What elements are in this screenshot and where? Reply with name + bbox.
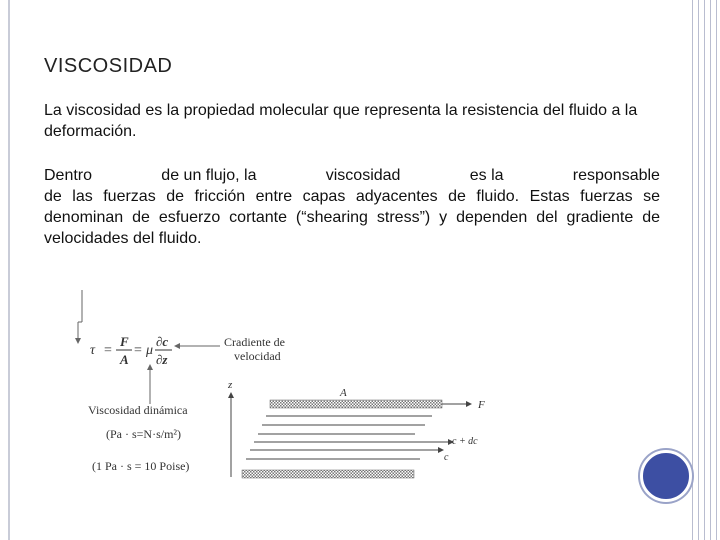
- word-dentro: Dentro: [44, 167, 93, 184]
- word-responsable: responsable: [572, 167, 660, 184]
- slide-title: VISCOSIDAD: [44, 55, 173, 77]
- equation-tau: τ: [90, 343, 96, 358]
- left-border-line: [8, 0, 10, 540]
- fixed-plate: [242, 470, 414, 478]
- right-decorative-stripes: [690, 0, 720, 540]
- equation-mu: μ: [146, 343, 154, 358]
- plate-label: A: [340, 387, 347, 399]
- paragraph-rest: de las fuerzas de fricción entre capas adyacentes de fluido. Estas fuerzas se denominan de esfuerzo cortante (“shearing stress”) y dependen del gradiente de velocidades del fluido.: [44, 188, 660, 247]
- z-axis-label: z: [228, 379, 233, 391]
- bracket-arrowhead: [75, 338, 81, 344]
- force-label: F: [478, 399, 485, 411]
- label-c: c: [444, 452, 449, 463]
- equation-a: A: [120, 352, 129, 367]
- gradient-arrowhead: [174, 343, 180, 349]
- paragraph-shear-stress: [44, 165, 660, 249]
- equation-dz: ∂z: [156, 352, 168, 367]
- equation-equals-2: =: [134, 343, 142, 358]
- word-de-un-flujo: de un flujo, la: [161, 167, 257, 184]
- gradient-label-line1: Cradiente de: [224, 335, 285, 349]
- z-axis-arrowhead: [228, 392, 234, 398]
- viscosity-arrowhead: [147, 364, 153, 370]
- word-es-la: es la: [469, 167, 504, 184]
- poise-conversion: (1 Pa · s = 10 Poise): [92, 459, 190, 473]
- moving-plate: [270, 400, 442, 408]
- equation-equals-1: =: [104, 343, 112, 358]
- paragraph-definition: La viscosidad es la propiedad molecular que representa la resistencia del fluido a la deformación.: [44, 102, 638, 140]
- force-arrowhead: [466, 401, 472, 407]
- paragraph-first-line: [44, 165, 660, 186]
- viscosity-units: (Pa · s=N·s/m²): [106, 427, 182, 441]
- word-viscosidad: viscosidad: [325, 167, 401, 184]
- gradient-label-line2: velocidad: [234, 349, 281, 363]
- equation-f: F: [120, 334, 129, 349]
- viscosity-label: Viscosidad dinámica: [88, 403, 188, 417]
- viscosity-diagram: [70, 282, 500, 487]
- equation-dc: ∂c: [156, 334, 169, 349]
- label-c-plus-dc: c + dc: [452, 436, 478, 447]
- decorative-circle: [640, 450, 692, 502]
